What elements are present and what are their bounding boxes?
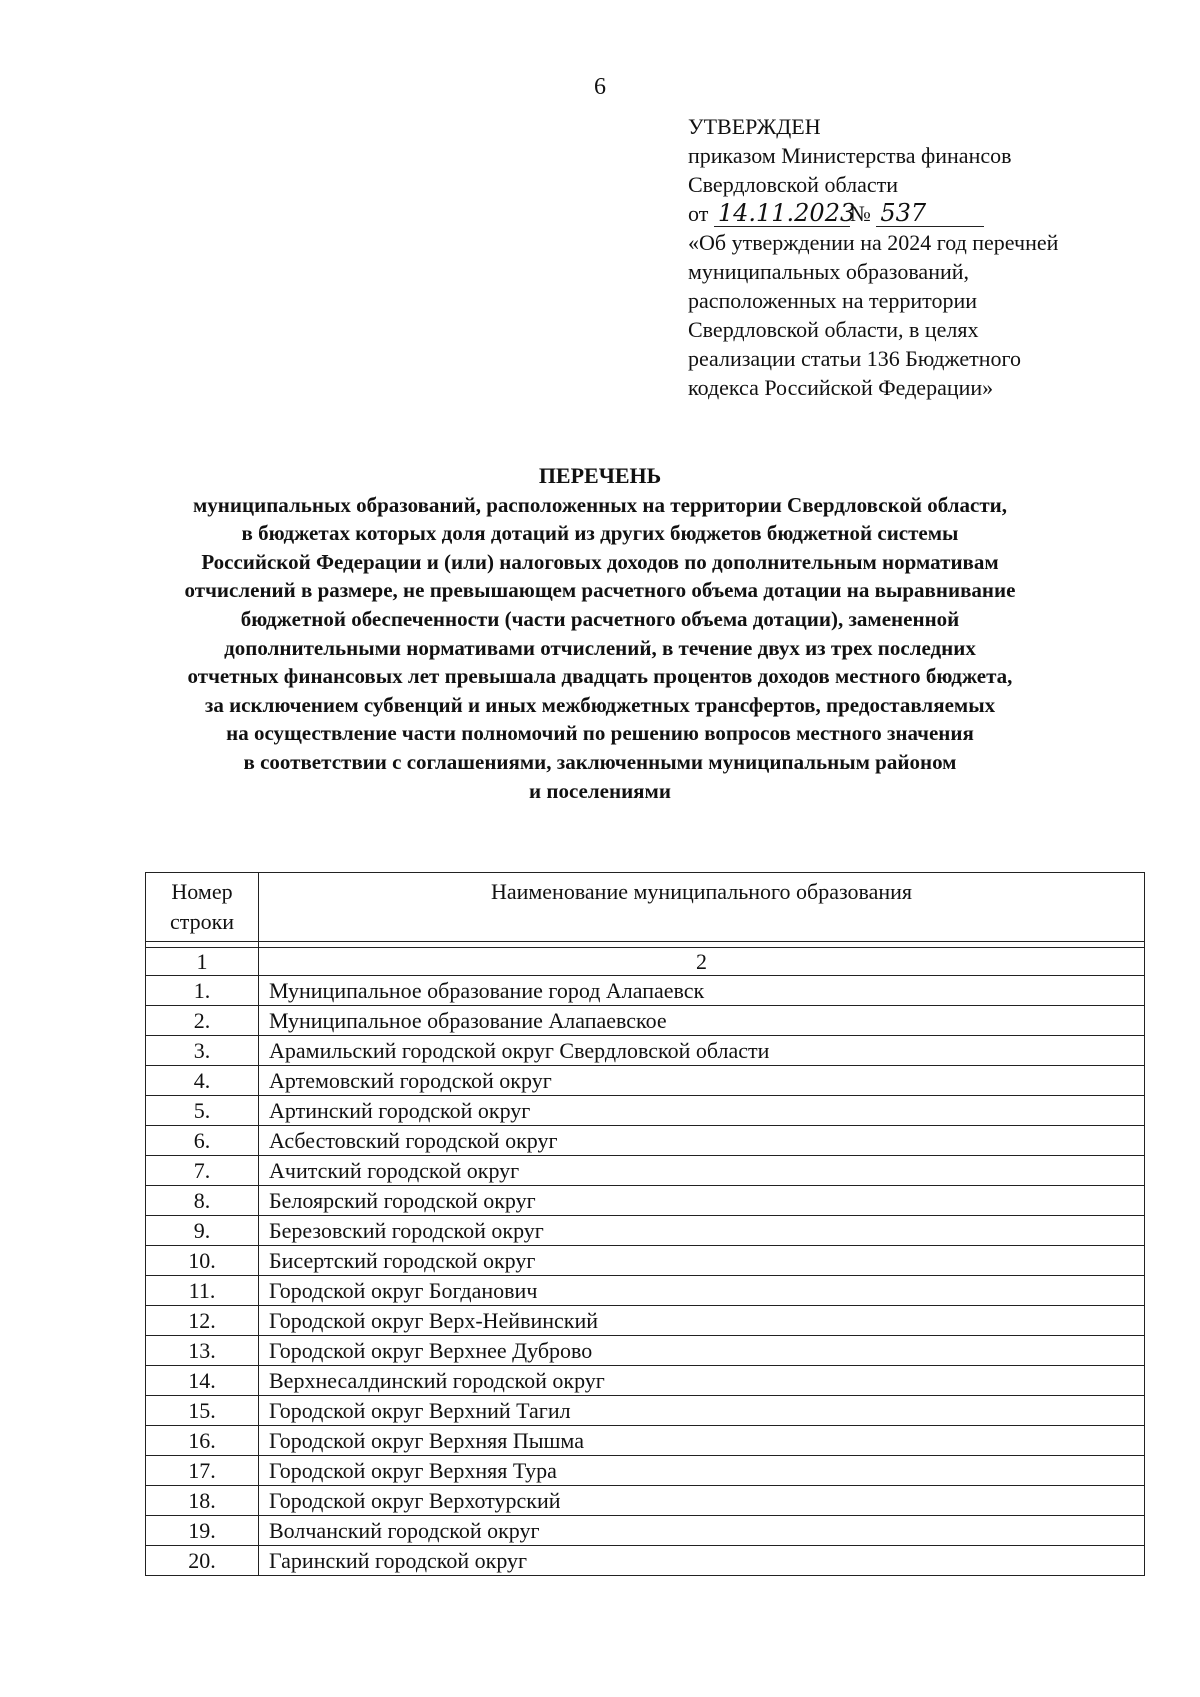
municipality-name: Березовский городской округ <box>259 1216 1145 1246</box>
row-number: 16. <box>146 1426 259 1456</box>
heading-line: за исключением субвенций и иных межбюджетных трансфертов, предоставляемых <box>204 692 996 717</box>
municipality-name: Артинский городской округ <box>259 1096 1145 1126</box>
municipality-name: Бисертский городской округ <box>259 1246 1145 1276</box>
approval-date-line <box>688 199 1168 228</box>
table-row <box>146 976 1145 1006</box>
heading-line: отчетных финансовых лет превышала двадцать процентов доходов местного бюджета, <box>187 664 1013 689</box>
table-row <box>146 1216 1145 1246</box>
table-row <box>146 1066 1145 1096</box>
municipality-name: Гаринский городской округ <box>259 1546 1145 1576</box>
heading-line: бюджетной обеспеченности (части расчетного объема дотации), замененной <box>240 606 960 631</box>
row-number: 11. <box>146 1276 259 1306</box>
row-number: 14. <box>146 1366 259 1396</box>
municipality-name: Муниципальное образование Алапаевское <box>259 1006 1145 1036</box>
approval-line-1: приказом Министерства финансов <box>688 143 1012 168</box>
table-row <box>146 1546 1145 1576</box>
handwritten-date: 14.11.2023 <box>714 200 850 227</box>
header-municipality-name: Наименование муниципального образования <box>259 873 1145 942</box>
heading-line: дополнительными нормативами отчислений, в течение двух из трех последних <box>224 635 976 660</box>
number-label: № <box>849 201 871 226</box>
municipality-name: Городской округ Верхняя Тура <box>259 1456 1145 1486</box>
municipality-name: Артемовский городской округ <box>259 1066 1145 1096</box>
page-number: 6 <box>594 74 606 100</box>
row-number: 7. <box>146 1156 259 1186</box>
row-number: 20. <box>146 1546 259 1576</box>
municipality-name: Верхнесалдинский городской округ <box>259 1366 1145 1396</box>
table-row <box>146 1096 1145 1126</box>
approval-block <box>688 112 1168 402</box>
table-row <box>146 1276 1145 1306</box>
table-row <box>146 1126 1145 1156</box>
document-heading <box>120 462 1080 805</box>
row-number: 2. <box>146 1006 259 1036</box>
row-number: 13. <box>146 1336 259 1366</box>
heading-line: на осуществление части полномочий по решению вопросов местного значения <box>226 721 974 746</box>
table-header-row <box>146 873 1145 942</box>
municipality-name: Городской округ Верхняя Пышма <box>259 1426 1145 1456</box>
heading-line: отчислений в размере, не превышающем расчетного объема дотации на выравнивание <box>184 578 1016 603</box>
table-row <box>146 1456 1145 1486</box>
approval-line-2: Свердловской области <box>688 172 898 197</box>
municipalities-table <box>145 872 1145 1576</box>
municipality-name: Городской округ Богданович <box>259 1276 1145 1306</box>
column-index-1: 1 <box>146 948 259 976</box>
approval-subject-line: кодекса Российской Федерации» <box>688 375 994 400</box>
header-num-line-1: Номер <box>171 879 233 904</box>
heading-line: Российской Федерации и (или) налоговых доходов по дополнительным нормативам <box>201 549 999 574</box>
header-num-line-2: строки <box>169 909 235 934</box>
approval-subject-line: расположенных на территории <box>688 288 978 313</box>
table-row <box>146 1036 1145 1066</box>
heading-line: муниципальных образований, расположенных на территории Свердловской области, <box>193 492 1007 517</box>
approval-subject-line: «Об утверждении на 2024 год перечней <box>688 230 1059 255</box>
row-number: 3. <box>146 1036 259 1066</box>
row-number: 15. <box>146 1396 259 1426</box>
municipality-name: Арамильский городской округ Свердловской области <box>259 1036 1145 1066</box>
table-row <box>146 1336 1145 1366</box>
handwritten-number: 537 <box>876 200 984 227</box>
row-number: 6. <box>146 1126 259 1156</box>
heading-title: ПЕРЕЧЕНЬ <box>538 463 662 488</box>
approval-status: УТВЕРЖДЕН <box>688 114 821 139</box>
row-number: 19. <box>146 1516 259 1546</box>
municipality-name: Муниципальное образование город Алапаевск <box>259 976 1145 1006</box>
table-row <box>146 1306 1145 1336</box>
row-number: 17. <box>146 1456 259 1486</box>
heading-line: и поселениями <box>529 778 671 803</box>
table-row <box>146 1156 1145 1186</box>
date-prefix: от <box>688 201 709 226</box>
table-row <box>146 1006 1145 1036</box>
municipality-name: Городской округ Верхнее Дуброво <box>259 1336 1145 1366</box>
row-number: 10. <box>146 1246 259 1276</box>
table-row <box>146 1396 1145 1426</box>
municipality-name: Белоярский городской округ <box>259 1186 1145 1216</box>
header-row-number <box>146 873 259 942</box>
row-number: 18. <box>146 1486 259 1516</box>
municipality-name: Ачитский городской округ <box>259 1156 1145 1186</box>
municipality-name: Волчанский городской округ <box>259 1516 1145 1546</box>
municipality-name: Асбестовский городской округ <box>259 1126 1145 1156</box>
table-row <box>146 1246 1145 1276</box>
heading-line: в соответствии с соглашениями, заключенными муниципальным районом <box>243 749 957 774</box>
municipality-name: Городской округ Верхотурский <box>259 1486 1145 1516</box>
table-row <box>146 1486 1145 1516</box>
table-row <box>146 1516 1145 1546</box>
approval-subject-line: Свердловской области, в целях <box>688 317 979 342</box>
row-number: 4. <box>146 1066 259 1096</box>
municipality-name: Городской округ Верх-Нейвинский <box>259 1306 1145 1336</box>
table-row <box>146 1426 1145 1456</box>
column-index-2: 2 <box>259 948 1145 976</box>
row-number: 5. <box>146 1096 259 1126</box>
table-row <box>146 1366 1145 1396</box>
row-number: 1. <box>146 976 259 1006</box>
column-index-row <box>146 948 1145 976</box>
heading-line: в бюджетах которых доля дотаций из других бюджетов бюджетной системы <box>241 521 959 546</box>
approval-subject-line: муниципальных образований, <box>688 259 970 284</box>
row-number: 9. <box>146 1216 259 1246</box>
row-number: 12. <box>146 1306 259 1336</box>
table-row <box>146 1186 1145 1216</box>
municipality-name: Городской округ Верхний Тагил <box>259 1396 1145 1426</box>
row-number: 8. <box>146 1186 259 1216</box>
approval-subject-line: реализации статьи 136 Бюджетного <box>688 346 1021 371</box>
